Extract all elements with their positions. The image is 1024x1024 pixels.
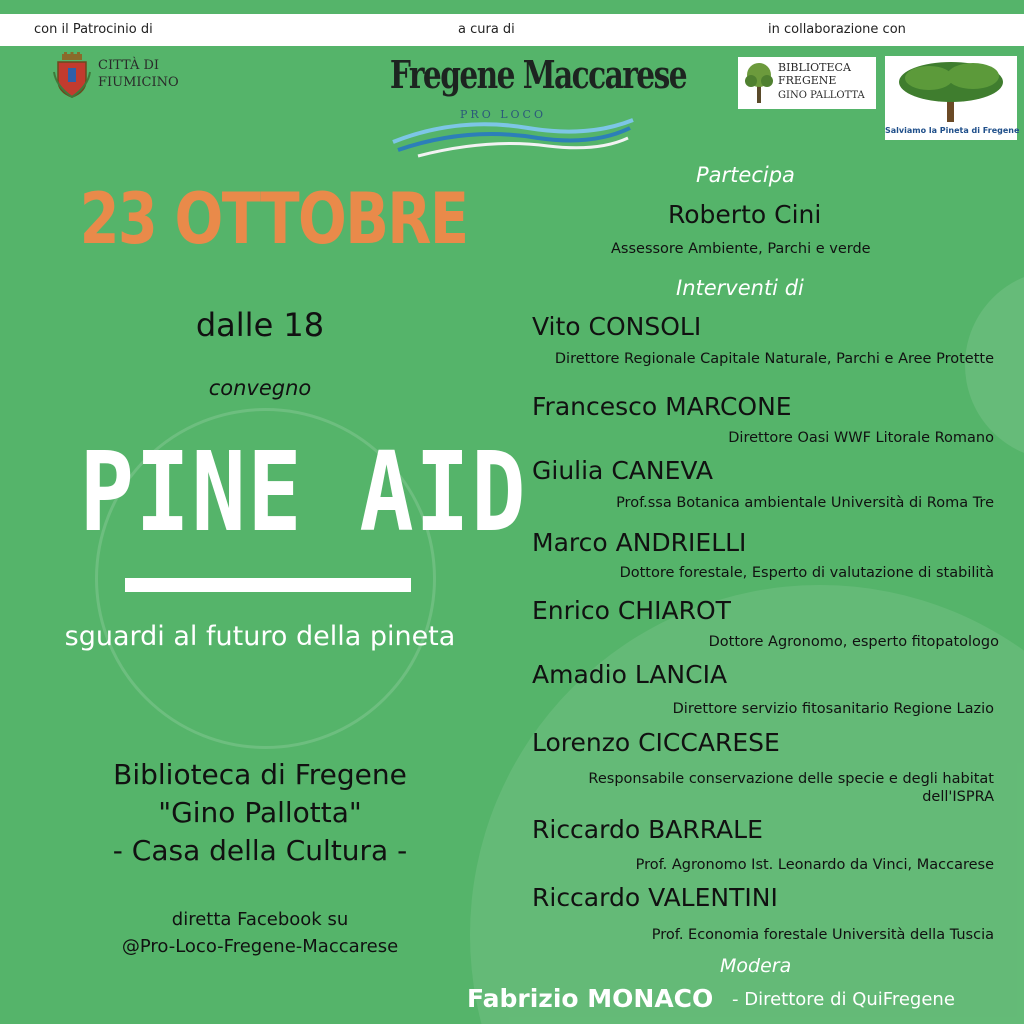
event-subtitle: sguardi al futuro della pineta bbox=[64, 621, 456, 652]
modera-heading: Modera bbox=[720, 955, 792, 977]
city-logo-line1: CITTÀ DI bbox=[98, 58, 160, 73]
patrocinio-label: con il Patrocinio di bbox=[34, 22, 153, 37]
interventi-heading: Interventi di bbox=[676, 276, 804, 300]
city-logo-line2: FIUMICINO bbox=[98, 75, 179, 90]
speaker-name: Riccardo BARRALE bbox=[532, 815, 763, 844]
event-date: 23 OTTOBRE bbox=[79, 178, 468, 260]
city-of-fiumicino-logo bbox=[52, 52, 202, 98]
proloco-fregene-maccarese-logo bbox=[358, 52, 687, 162]
participant-role: Assessore Ambiente, Parchi e verde bbox=[611, 241, 871, 257]
proloco-name: Fregene Maccarese bbox=[389, 52, 687, 97]
speaker-role: Prof.ssa Botanica ambientale Università di Roma Tre bbox=[616, 495, 994, 511]
speaker-role: Prof. Agronomo Ist. Leonardo da Vinci, Maccarese bbox=[635, 857, 994, 873]
partecipa-heading: Partecipa bbox=[696, 163, 795, 187]
speaker-name: Riccardo VALENTINI bbox=[532, 883, 778, 912]
speaker-role: Direttore servizio fitosanitario Regione Lazio bbox=[672, 701, 994, 717]
event-title: PINE AID bbox=[79, 428, 528, 556]
biblioteca-fregene-logo bbox=[738, 57, 876, 109]
pineta-logo-caption: Salviamo la Pineta di Fregene bbox=[885, 126, 1020, 135]
cura-label: a cura di bbox=[458, 22, 515, 37]
facebook-handle: @Pro-Loco-Fregene-Maccarese bbox=[121, 936, 399, 957]
tree-icon bbox=[742, 61, 776, 105]
speaker-role: Dottore forestale, Esperto di valutazione di stabilità bbox=[619, 565, 994, 581]
biblio-logo-line1: BIBLIOTECA bbox=[778, 61, 851, 74]
proloco-subtitle: PRO LOCO bbox=[460, 108, 546, 121]
collab-label: in collaborazione con bbox=[768, 22, 906, 37]
venue-line2: "Gino Pallotta" bbox=[158, 796, 362, 829]
event-venue bbox=[40, 756, 480, 870]
speaker-name: Marco ANDRIELLI bbox=[532, 528, 747, 557]
speaker-role: Prof. Economia forestale Università della Tuscia bbox=[651, 927, 994, 943]
speaker-role: Dottore Agronomo, esperto fitopatologo bbox=[708, 634, 999, 650]
speaker-role: Direttore Regionale Capitale Naturale, Parchi e Aree Protette bbox=[554, 351, 994, 367]
speaker-role: Direttore Oasi WWF Litorale Romano bbox=[728, 430, 994, 446]
speaker-name: Lorenzo CICCARESE bbox=[532, 728, 780, 757]
speaker-name: Francesco MARCONE bbox=[532, 392, 792, 421]
title-underline bbox=[125, 578, 411, 592]
city-crest-icon bbox=[52, 52, 92, 98]
live-line1: diretta Facebook su bbox=[171, 909, 349, 930]
moderator-name: Fabrizio MONACO bbox=[467, 984, 714, 1013]
moderator-role: - Direttore di QuiFregene bbox=[732, 989, 955, 1010]
salviamo-la-pineta-logo bbox=[885, 56, 1020, 140]
speaker-name: Giulia CANEVA bbox=[532, 456, 713, 485]
biblio-logo-line2: FREGENE bbox=[778, 74, 837, 87]
biblio-logo-line3: GINO PALLOTTA bbox=[778, 90, 865, 101]
pine-tree-icon bbox=[891, 58, 1011, 124]
speaker-name: Enrico CHIAROT bbox=[532, 596, 731, 625]
venue-line3: - Casa della Cultura - bbox=[112, 834, 408, 867]
event-type: convegno bbox=[208, 376, 312, 400]
facebook-live-info bbox=[40, 906, 480, 960]
participant-name: Roberto Cini bbox=[668, 200, 822, 229]
speaker-role: Responsabile conservazione delle specie e degli habitat dell'ISPRA bbox=[588, 771, 994, 805]
event-time: dalle 18 bbox=[195, 306, 325, 344]
venue-line1: Biblioteca di Fregene bbox=[113, 758, 407, 791]
header-strip bbox=[0, 14, 1024, 46]
speaker-name: Amadio LANCIA bbox=[532, 660, 728, 689]
speaker-name: Vito CONSOLI bbox=[532, 312, 702, 341]
